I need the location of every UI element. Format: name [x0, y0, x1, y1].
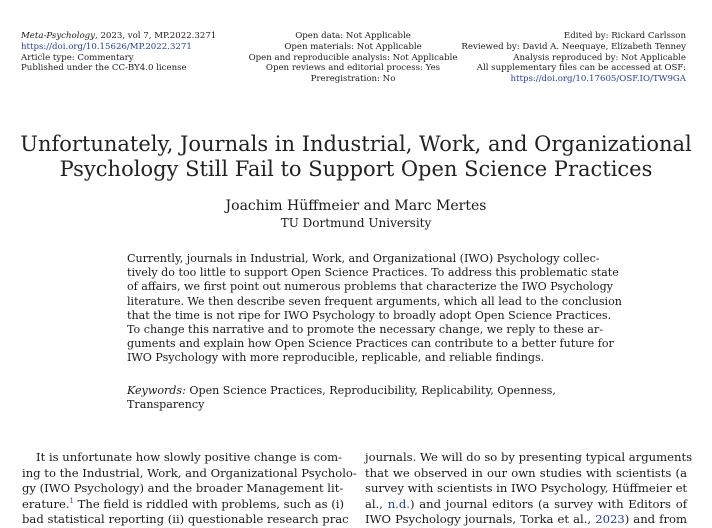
journal-citation — [21, 31, 216, 42]
body-line — [22, 496, 345, 513]
abstract-line: tively do too little to support Open Science Practices. To address this problematic state — [127, 266, 619, 280]
body-line: It is unfortunate how slowly positive change is com- — [36, 450, 342, 464]
abstract-line: To change this narrative and to promote the necessary change, we reply to these ar- — [127, 323, 603, 337]
open-analysis-status: Open and reproducible analysis: Not Applicable — [248, 52, 458, 63]
body-line: ing to the Industrial, Work, and Organizational Psycholo- — [22, 465, 357, 480]
body-line — [365, 497, 687, 513]
affiliation: TU Dortmund University — [280, 216, 432, 230]
body-line: gy (IWO Psychology) and the broader Management lit- — [22, 481, 344, 496]
body-line: bad statistical reporting (ii) questionable research prac — [22, 512, 349, 527]
keywords — [127, 384, 579, 412]
body-text: IWO Psychology journals, Torka et al., — [365, 512, 596, 527]
keywords-list-cont: Transparency — [127, 398, 205, 412]
analysis-reproduced: Analysis reproduced by: Not Applicable — [513, 52, 686, 63]
authors: Joachim Hüffmeier and Marc Mertes — [225, 198, 487, 214]
body-text: erature. — [22, 496, 70, 511]
keywords-label: Keywords: — [127, 384, 186, 397]
abstract-line: guments and explain how Open Science Practices can contribute to a better future for — [127, 337, 614, 351]
body-column-right — [365, 450, 693, 528]
abstract-line: IWO Psychology with more reproducible, replicable, and reliable findings. — [127, 351, 545, 365]
article-doi-link[interactable]: https://doi.org/10.15626/MP.2022.3271 — [21, 41, 192, 52]
preregistration-status: Preregistration: No — [310, 74, 396, 85]
body-text: al., — [365, 496, 388, 511]
body-line: survey with scientists in IWO Psychology, Hüffmeier et — [365, 481, 688, 496]
open-materials-status: Open materials: Not Applicable — [284, 41, 422, 52]
osf-link[interactable]: https://doi.org/10.17605/OSF.IO/TW9GA — [510, 74, 686, 85]
body-line — [365, 512, 687, 528]
body-line: that we observed in our own studies with scientists (a — [365, 465, 687, 480]
abstract-line: literature. We then describe seven frequent arguments, which all lead to the conclusion — [127, 294, 622, 308]
supplementary-note: All supplementary files can be accessed at OSF: — [476, 63, 686, 74]
abstract-line: Currently, journals in Industrial, Work, and Organizational (IWO) Psychology collec- — [127, 252, 600, 265]
open-reviews-status: Open reviews and editorial process: Yes — [265, 63, 441, 74]
keywords-list: Open Science Practices, Reproducibility, Replicability, Openness, — [185, 384, 556, 397]
abstract — [127, 252, 622, 366]
article-type: Article type: Commentary — [21, 52, 134, 63]
citation-link[interactable]: n.d. — [387, 496, 410, 511]
abstract-line: that the time is not ripe for IWO Psychology to broadly adopt Open Science Practices. — [127, 308, 612, 322]
title-line-2: Psychology Still Fail to Support Open Science Practices — [59, 157, 653, 181]
footnote-link[interactable]: 1 — [69, 496, 74, 505]
header-open-science-badges — [248, 31, 458, 85]
editor: Edited by: Rickard Carlsson — [563, 31, 686, 41]
paper-title — [0, 132, 712, 182]
title-line-1: Unfortunately, Journals in Industrial, Work, and Organizational — [20, 132, 692, 156]
header-left — [21, 31, 216, 74]
journal-name: Meta-Psychology — [21, 31, 95, 41]
body-text: ) and from — [624, 512, 687, 527]
journal-volume: , 2023, vol 7, MP.2022.3271 — [94, 31, 217, 41]
body-line: journals. We will do so by presenting typical arguments — [365, 450, 693, 464]
citation-link[interactable]: 2023 — [595, 512, 625, 527]
open-data-status: Open data: Not Applicable — [295, 31, 411, 41]
license: Published under the CC-BY4.0 license — [21, 63, 187, 74]
header-right — [461, 31, 686, 85]
body-text: The field is riddled with problems, such as (i) — [74, 496, 345, 511]
abstract-line: of affairs, we first point out numerous problems that characterize the IWO Psychology — [127, 280, 613, 294]
body-text: ) and journal editors (a survey with Editors of — [409, 496, 687, 511]
body-column-left — [22, 450, 357, 528]
reviewers: Reviewed by: David A. Neequaye, Elizabeth Tenney — [461, 41, 686, 52]
